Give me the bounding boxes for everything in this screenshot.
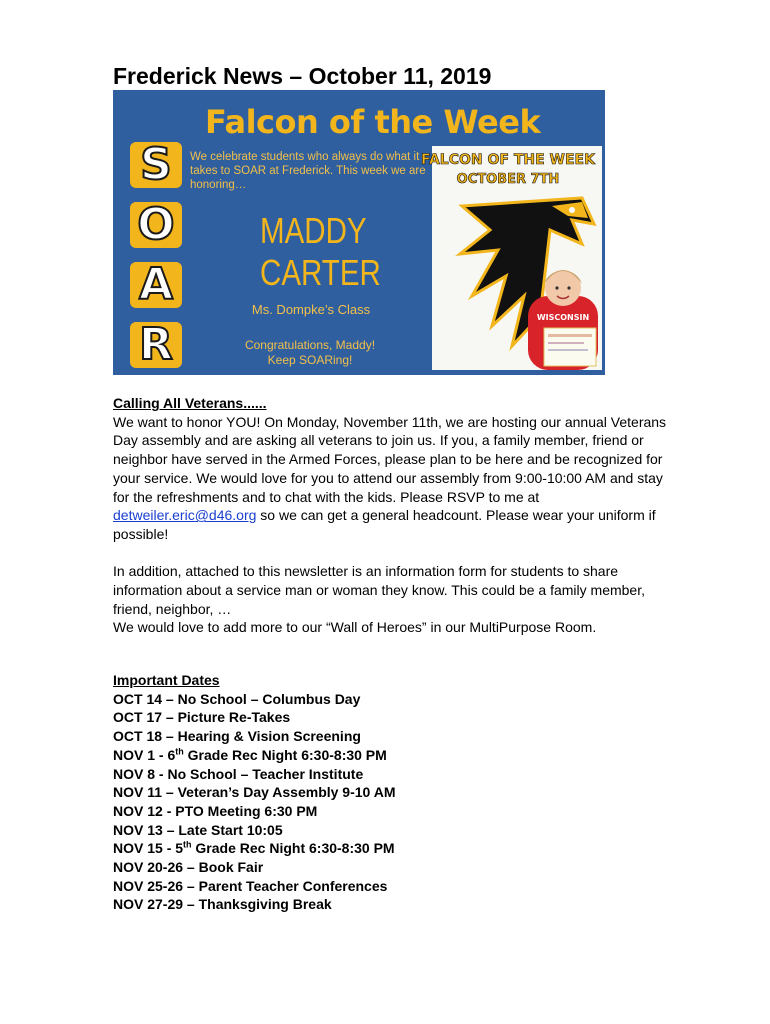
veterans-heading: Calling All Veterans...... xyxy=(113,395,267,411)
date-item: NOV 25-26 – Parent Teacher Conferences xyxy=(113,877,388,894)
congrats-line: Keep SOARing! xyxy=(267,353,353,367)
date-item: NOV 11 – Veteran’s Day Assembly 9-10 AM xyxy=(113,784,396,801)
date-item-superscript: th xyxy=(183,839,192,850)
student-name xyxy=(260,210,381,294)
soar-letter-r: R xyxy=(130,322,182,368)
date-item-text: NOV 15 - 5 xyxy=(113,840,184,857)
veterans-text: so we can get a general headcount. Please wear your uniform if possible! xyxy=(113,507,656,542)
soar-letter-o: O xyxy=(130,202,182,248)
photo-date: OCTOBER 7TH xyxy=(456,172,560,187)
date-item: OCT 17 – Picture Re-Takes xyxy=(113,709,291,726)
student-first-name: MADDY xyxy=(260,210,367,251)
veterans-section xyxy=(113,394,673,637)
date-item xyxy=(113,746,673,765)
date-item: NOV 8 - No School – Teacher Institute xyxy=(113,765,364,782)
rsvp-email-link[interactable]: detweiler.eric@d46.org xyxy=(113,507,257,524)
page-title: Frederick News – October 11, 2019 xyxy=(113,63,492,89)
date-item-text: Grade Rec Night 6:30-8:30 PM xyxy=(183,746,387,763)
date-item-superscript: th xyxy=(175,746,184,757)
date-item-text: NOV 1 - 6 xyxy=(113,746,176,763)
banner-intro: We celebrate students who always do what it takes to SOAR at Frederick. This week we are honoring… xyxy=(190,151,426,191)
soar-letter-a: A xyxy=(130,262,182,308)
student-last-name: CARTER xyxy=(260,252,381,293)
veterans-text: We want to honor YOU! On Monday, November 11th, we are hosting our annual Veterans Day assembly and are asking all veterans to join us. If you, a family member, friend or neighbor have served in the Armed Forces, please plan to be here and be recognized for your service. We would love for you to attend our assembly from 9:00-10:00 AM and stay for the refreshments and to chat with the kids. Please RSVP to me at xyxy=(113,413,667,505)
soar-letter-s: S xyxy=(130,142,182,188)
wall-of-heroes-note: We would love to add more to our “Wall of Heroes” in our MultiPurpose Room. xyxy=(113,619,597,636)
congrats-message xyxy=(225,338,395,368)
shirt-text: WISCONSIN xyxy=(536,313,590,322)
photo-title: FALCON OF THE WEEK xyxy=(421,152,595,168)
date-item-text: Grade Rec Night 6:30-8:30 PM xyxy=(191,840,395,857)
date-item: OCT 18 – Hearing & Vision Screening xyxy=(113,728,361,745)
important-dates-list xyxy=(113,690,673,914)
veterans-paragraph xyxy=(113,413,673,544)
important-dates-section xyxy=(113,671,673,914)
date-item: NOV 27-29 – Thanksgiving Break xyxy=(113,896,332,913)
date-item: NOV 13 – Late Start 10:05 xyxy=(113,821,283,838)
falcon-of-the-week-banner xyxy=(113,90,605,375)
important-dates-heading: Important Dates xyxy=(113,672,220,688)
congrats-line: Congratulations, Maddy! xyxy=(244,338,376,352)
student-class: Ms. Dompke’s Class xyxy=(251,302,371,317)
date-item xyxy=(113,839,673,858)
date-item: OCT 14 – No School – Columbus Day xyxy=(113,690,361,707)
date-item: NOV 12 - PTO Meeting 6:30 PM xyxy=(113,802,318,819)
banner-heading: Falcon of the Week xyxy=(205,103,541,141)
wall-of-heroes-paragraph: In addition, attached to this newsletter is an information form for students to share information about a service man or woman they know. This could be a family member, friend, neighbor, … xyxy=(113,563,645,617)
date-item: NOV 20-26 – Book Fair xyxy=(113,859,264,876)
